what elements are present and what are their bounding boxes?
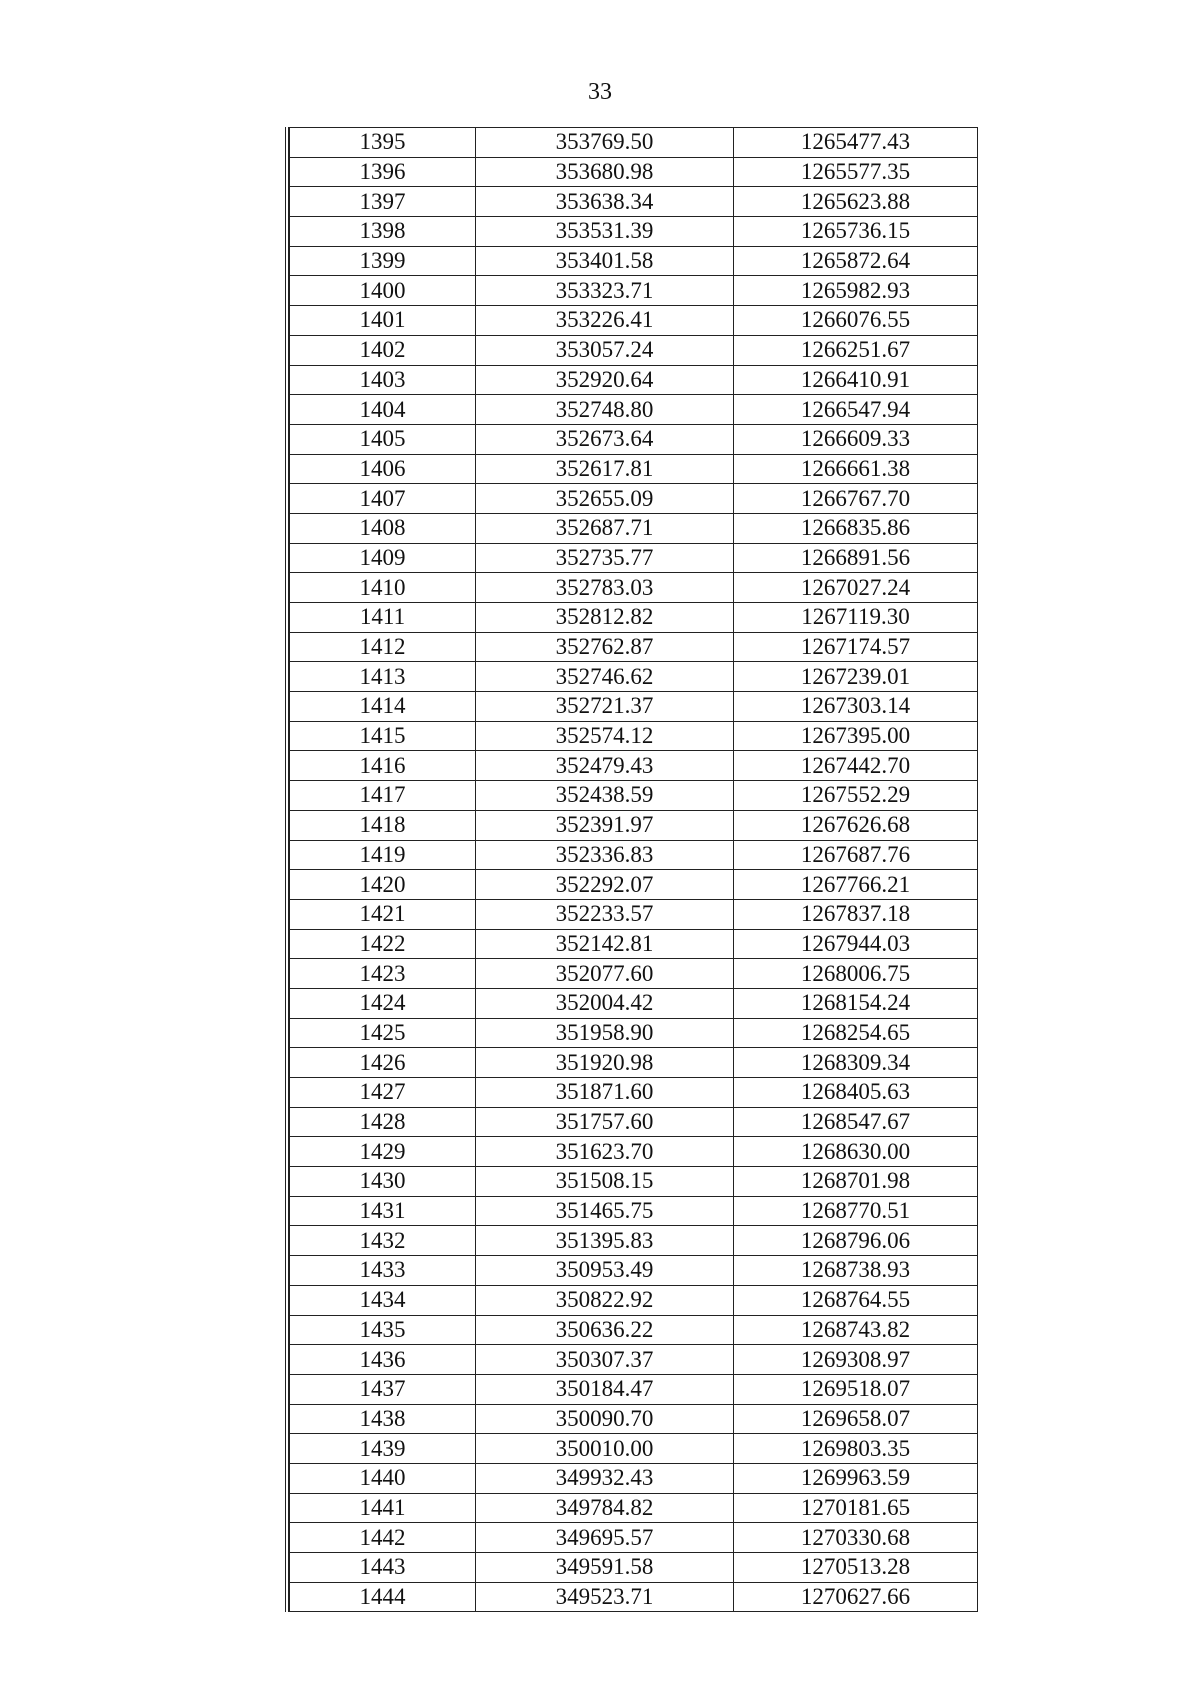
point-number-cell: 1405 xyxy=(290,424,476,454)
y-coordinate-cell: 1265477.43 xyxy=(734,128,978,158)
point-number-cell: 1396 xyxy=(290,157,476,187)
point-number-cell: 1412 xyxy=(290,632,476,662)
point-number-cell: 1411 xyxy=(290,603,476,633)
point-number-cell: 1431 xyxy=(290,1196,476,1226)
table-row xyxy=(290,543,978,573)
point-number-cell: 1439 xyxy=(290,1434,476,1464)
point-number-cell: 1415 xyxy=(290,721,476,751)
y-coordinate-cell: 1269963.59 xyxy=(734,1463,978,1493)
table-row xyxy=(290,810,978,840)
point-number-cell: 1402 xyxy=(290,335,476,365)
x-coordinate-cell: 352479.43 xyxy=(476,751,734,781)
table-row xyxy=(290,1167,978,1197)
y-coordinate-cell: 1267837.18 xyxy=(734,899,978,929)
y-coordinate-cell: 1265982.93 xyxy=(734,276,978,306)
point-number-cell: 1425 xyxy=(290,1018,476,1048)
table-row xyxy=(290,573,978,603)
y-coordinate-cell: 1266076.55 xyxy=(734,306,978,336)
x-coordinate-cell: 351871.60 xyxy=(476,1078,734,1108)
y-coordinate-cell: 1267303.14 xyxy=(734,692,978,722)
y-coordinate-cell: 1266891.56 xyxy=(734,543,978,573)
y-coordinate-cell: 1267687.76 xyxy=(734,840,978,870)
y-coordinate-cell: 1268770.51 xyxy=(734,1196,978,1226)
table-row xyxy=(290,306,978,336)
table-row xyxy=(290,1553,978,1583)
table-row xyxy=(290,1374,978,1404)
point-number-cell: 1416 xyxy=(290,751,476,781)
table-row xyxy=(290,1078,978,1108)
point-number-cell: 1427 xyxy=(290,1078,476,1108)
table-row xyxy=(290,1523,978,1553)
point-number-cell: 1421 xyxy=(290,899,476,929)
table-row xyxy=(290,335,978,365)
y-coordinate-cell: 1269518.07 xyxy=(734,1374,978,1404)
point-number-cell: 1422 xyxy=(290,929,476,959)
point-number-cell: 1408 xyxy=(290,513,476,543)
table-row xyxy=(290,1463,978,1493)
table-row xyxy=(290,1404,978,1434)
y-coordinate-cell: 1265736.15 xyxy=(734,217,978,247)
table-row xyxy=(290,1434,978,1464)
y-coordinate-cell: 1266251.67 xyxy=(734,335,978,365)
x-coordinate-cell: 353323.71 xyxy=(476,276,734,306)
y-coordinate-cell: 1268254.65 xyxy=(734,1018,978,1048)
y-coordinate-cell: 1266609.33 xyxy=(734,424,978,454)
y-coordinate-cell: 1268547.67 xyxy=(734,1107,978,1137)
table-row xyxy=(290,246,978,276)
x-coordinate-cell: 352762.87 xyxy=(476,632,734,662)
x-coordinate-cell: 352438.59 xyxy=(476,781,734,811)
table-row xyxy=(290,721,978,751)
x-coordinate-cell: 350953.49 xyxy=(476,1256,734,1286)
table-row xyxy=(290,959,978,989)
y-coordinate-cell: 1267944.03 xyxy=(734,929,978,959)
point-number-cell: 1436 xyxy=(290,1345,476,1375)
x-coordinate-cell: 352746.62 xyxy=(476,662,734,692)
y-coordinate-cell: 1267552.29 xyxy=(734,781,978,811)
table-row xyxy=(290,424,978,454)
x-coordinate-cell: 353638.34 xyxy=(476,187,734,217)
x-coordinate-cell: 350010.00 xyxy=(476,1434,734,1464)
point-number-cell: 1409 xyxy=(290,543,476,573)
point-number-cell: 1442 xyxy=(290,1523,476,1553)
point-number-cell: 1400 xyxy=(290,276,476,306)
x-coordinate-cell: 351508.15 xyxy=(476,1167,734,1197)
table-row xyxy=(290,899,978,929)
y-coordinate-cell: 1270513.28 xyxy=(734,1553,978,1583)
point-number-cell: 1435 xyxy=(290,1315,476,1345)
y-coordinate-cell: 1268006.75 xyxy=(734,959,978,989)
y-coordinate-cell: 1268405.63 xyxy=(734,1078,978,1108)
table-row xyxy=(290,454,978,484)
y-coordinate-cell: 1267626.68 xyxy=(734,810,978,840)
table-row xyxy=(290,632,978,662)
table-row xyxy=(290,395,978,425)
x-coordinate-cell: 352336.83 xyxy=(476,840,734,870)
point-number-cell: 1429 xyxy=(290,1137,476,1167)
point-number-cell: 1434 xyxy=(290,1285,476,1315)
table-row xyxy=(290,692,978,722)
x-coordinate-cell: 352721.37 xyxy=(476,692,734,722)
point-number-cell: 1419 xyxy=(290,840,476,870)
x-coordinate-cell: 352735.77 xyxy=(476,543,734,573)
table-row xyxy=(290,1493,978,1523)
y-coordinate-cell: 1267395.00 xyxy=(734,721,978,751)
point-number-cell: 1395 xyxy=(290,128,476,158)
x-coordinate-cell: 352783.03 xyxy=(476,573,734,603)
y-coordinate-cell: 1267119.30 xyxy=(734,603,978,633)
table-row xyxy=(290,187,978,217)
point-number-cell: 1397 xyxy=(290,187,476,217)
x-coordinate-cell: 350184.47 xyxy=(476,1374,734,1404)
table-row xyxy=(290,365,978,395)
x-coordinate-cell: 349523.71 xyxy=(476,1582,734,1612)
x-coordinate-cell: 352142.81 xyxy=(476,929,734,959)
table-row xyxy=(290,1285,978,1315)
x-coordinate-cell: 353401.58 xyxy=(476,246,734,276)
table-row xyxy=(290,1048,978,1078)
point-number-cell: 1432 xyxy=(290,1226,476,1256)
x-coordinate-cell: 352292.07 xyxy=(476,870,734,900)
x-coordinate-cell: 350636.22 xyxy=(476,1315,734,1345)
x-coordinate-cell: 352574.12 xyxy=(476,721,734,751)
point-number-cell: 1441 xyxy=(290,1493,476,1523)
table-row xyxy=(290,1196,978,1226)
table-row xyxy=(290,1315,978,1345)
x-coordinate-cell: 350822.92 xyxy=(476,1285,734,1315)
point-number-cell: 1438 xyxy=(290,1404,476,1434)
x-coordinate-cell: 352077.60 xyxy=(476,959,734,989)
y-coordinate-cell: 1268309.34 xyxy=(734,1048,978,1078)
point-number-cell: 1417 xyxy=(290,781,476,811)
table-row xyxy=(290,781,978,811)
y-coordinate-cell: 1265577.35 xyxy=(734,157,978,187)
point-number-cell: 1398 xyxy=(290,217,476,247)
table-row xyxy=(290,1018,978,1048)
point-number-cell: 1413 xyxy=(290,662,476,692)
x-coordinate-cell: 349695.57 xyxy=(476,1523,734,1553)
table-row xyxy=(290,1226,978,1256)
point-number-cell: 1420 xyxy=(290,870,476,900)
point-number-cell: 1414 xyxy=(290,692,476,722)
point-number-cell: 1444 xyxy=(290,1582,476,1612)
x-coordinate-cell: 349591.58 xyxy=(476,1553,734,1583)
x-coordinate-cell: 351623.70 xyxy=(476,1137,734,1167)
table-row xyxy=(290,1107,978,1137)
y-coordinate-cell: 1267766.21 xyxy=(734,870,978,900)
y-coordinate-cell: 1269308.97 xyxy=(734,1345,978,1375)
point-number-cell: 1403 xyxy=(290,365,476,395)
table-row xyxy=(290,603,978,633)
point-number-cell: 1418 xyxy=(290,810,476,840)
table-row xyxy=(290,484,978,514)
y-coordinate-cell: 1265623.88 xyxy=(734,187,978,217)
y-coordinate-cell: 1266767.70 xyxy=(734,484,978,514)
table-row xyxy=(290,128,978,158)
point-number-cell: 1430 xyxy=(290,1167,476,1197)
y-coordinate-cell: 1267174.57 xyxy=(734,632,978,662)
y-coordinate-cell: 1270627.66 xyxy=(734,1582,978,1612)
x-coordinate-cell: 349932.43 xyxy=(476,1463,734,1493)
point-number-cell: 1406 xyxy=(290,454,476,484)
coordinates-table-body xyxy=(290,128,978,1612)
x-coordinate-cell: 351757.60 xyxy=(476,1107,734,1137)
point-number-cell: 1433 xyxy=(290,1256,476,1286)
y-coordinate-cell: 1266547.94 xyxy=(734,395,978,425)
point-number-cell: 1404 xyxy=(290,395,476,425)
y-coordinate-cell: 1266661.38 xyxy=(734,454,978,484)
x-coordinate-cell: 352004.42 xyxy=(476,988,734,1018)
y-coordinate-cell: 1270181.65 xyxy=(734,1493,978,1523)
y-coordinate-cell: 1269803.35 xyxy=(734,1434,978,1464)
x-coordinate-cell: 351958.90 xyxy=(476,1018,734,1048)
x-coordinate-cell: 349784.82 xyxy=(476,1493,734,1523)
x-coordinate-cell: 350307.37 xyxy=(476,1345,734,1375)
x-coordinate-cell: 351920.98 xyxy=(476,1048,734,1078)
x-coordinate-cell: 351465.75 xyxy=(476,1196,734,1226)
table-row xyxy=(290,1256,978,1286)
coordinates-table xyxy=(289,127,978,1612)
x-coordinate-cell: 351395.83 xyxy=(476,1226,734,1256)
table-row xyxy=(290,870,978,900)
x-coordinate-cell: 352655.09 xyxy=(476,484,734,514)
table-row xyxy=(290,276,978,306)
point-number-cell: 1443 xyxy=(290,1553,476,1583)
table-row xyxy=(290,751,978,781)
table-row xyxy=(290,840,978,870)
table-row xyxy=(290,217,978,247)
table-row xyxy=(290,157,978,187)
y-coordinate-cell: 1268738.93 xyxy=(734,1256,978,1286)
y-coordinate-cell: 1266410.91 xyxy=(734,365,978,395)
x-coordinate-cell: 352812.82 xyxy=(476,603,734,633)
x-coordinate-cell: 353680.98 xyxy=(476,157,734,187)
point-number-cell: 1437 xyxy=(290,1374,476,1404)
y-coordinate-cell: 1268701.98 xyxy=(734,1167,978,1197)
coordinates-table-wrapper xyxy=(285,127,978,1612)
y-coordinate-cell: 1268764.55 xyxy=(734,1285,978,1315)
table-row xyxy=(290,1345,978,1375)
point-number-cell: 1399 xyxy=(290,246,476,276)
table-row xyxy=(290,1137,978,1167)
y-coordinate-cell: 1266835.86 xyxy=(734,513,978,543)
table-row xyxy=(290,662,978,692)
point-number-cell: 1401 xyxy=(290,306,476,336)
point-number-cell: 1440 xyxy=(290,1463,476,1493)
point-number-cell: 1428 xyxy=(290,1107,476,1137)
table-row xyxy=(290,513,978,543)
x-coordinate-cell: 353769.50 xyxy=(476,128,734,158)
page-number: 33 xyxy=(588,79,612,105)
table-row xyxy=(290,1582,978,1612)
x-coordinate-cell: 352391.97 xyxy=(476,810,734,840)
y-coordinate-cell: 1267442.70 xyxy=(734,751,978,781)
x-coordinate-cell: 352687.71 xyxy=(476,513,734,543)
y-coordinate-cell: 1268796.06 xyxy=(734,1226,978,1256)
point-number-cell: 1426 xyxy=(290,1048,476,1078)
x-coordinate-cell: 352673.64 xyxy=(476,424,734,454)
table-row xyxy=(290,929,978,959)
point-number-cell: 1423 xyxy=(290,959,476,989)
x-coordinate-cell: 352617.81 xyxy=(476,454,734,484)
y-coordinate-cell: 1265872.64 xyxy=(734,246,978,276)
x-coordinate-cell: 353226.41 xyxy=(476,306,734,336)
y-coordinate-cell: 1267239.01 xyxy=(734,662,978,692)
y-coordinate-cell: 1269658.07 xyxy=(734,1404,978,1434)
x-coordinate-cell: 352748.80 xyxy=(476,395,734,425)
y-coordinate-cell: 1267027.24 xyxy=(734,573,978,603)
x-coordinate-cell: 352233.57 xyxy=(476,899,734,929)
y-coordinate-cell: 1268154.24 xyxy=(734,988,978,1018)
x-coordinate-cell: 350090.70 xyxy=(476,1404,734,1434)
point-number-cell: 1410 xyxy=(290,573,476,603)
x-coordinate-cell: 352920.64 xyxy=(476,365,734,395)
table-row xyxy=(290,988,978,1018)
point-number-cell: 1424 xyxy=(290,988,476,1018)
x-coordinate-cell: 353057.24 xyxy=(476,335,734,365)
x-coordinate-cell: 353531.39 xyxy=(476,217,734,247)
y-coordinate-cell: 1268630.00 xyxy=(734,1137,978,1167)
y-coordinate-cell: 1270330.68 xyxy=(734,1523,978,1553)
point-number-cell: 1407 xyxy=(290,484,476,514)
y-coordinate-cell: 1268743.82 xyxy=(734,1315,978,1345)
